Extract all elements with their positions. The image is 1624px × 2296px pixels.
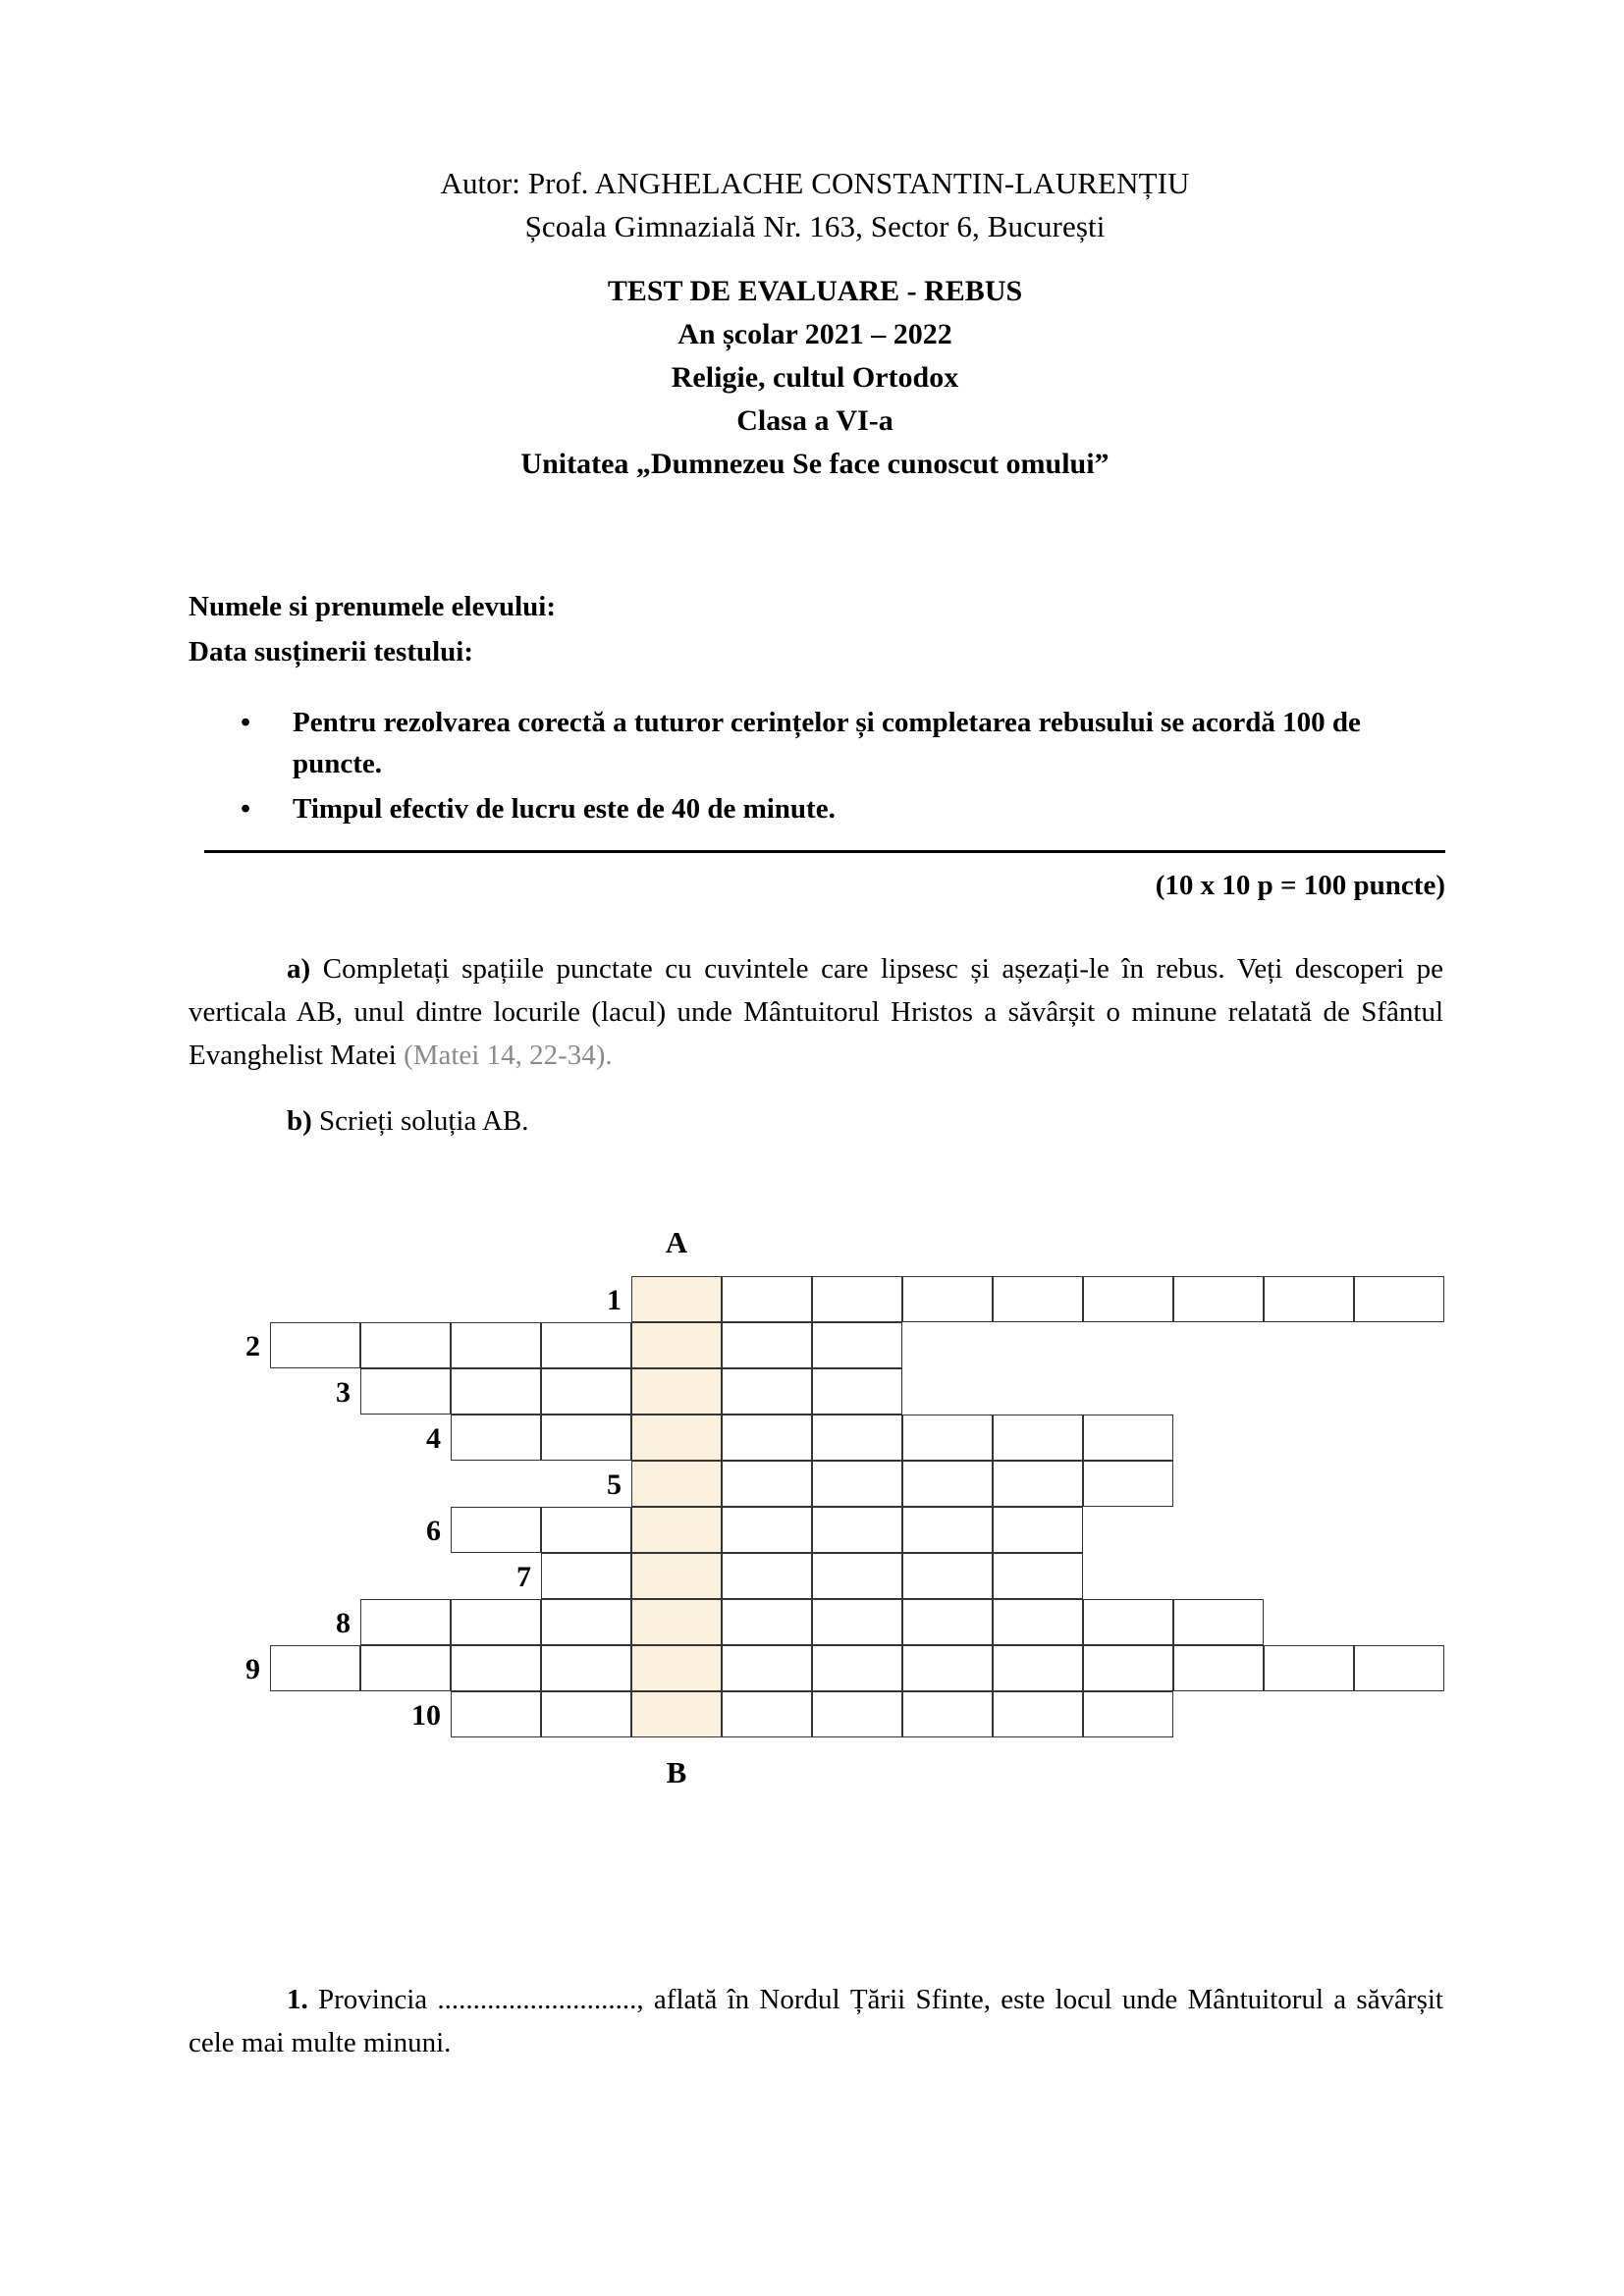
crossword-cell[interactable]	[1083, 1415, 1173, 1461]
row-number-9: 9	[245, 1653, 260, 1685]
document-header	[187, 162, 1443, 486]
row-number-5: 5	[607, 1468, 622, 1501]
crossword-cell[interactable]	[270, 1322, 360, 1368]
crossword-cell[interactable]	[1083, 1599, 1173, 1645]
crossword-cell[interactable]	[451, 1368, 541, 1415]
crossword-cell[interactable]	[631, 1691, 722, 1737]
horizontal-rule	[204, 850, 1445, 853]
crossword-cell[interactable]	[722, 1415, 812, 1461]
row-number-7: 7	[516, 1561, 531, 1593]
row-number-6: 6	[426, 1515, 441, 1547]
student-name-label: Numele si prenumele elevului:	[189, 591, 557, 622]
author-line: Autor: Prof. ANGHELACHE CONSTANTIN-LAURENȚIU	[440, 166, 1190, 200]
crossword-cell[interactable]	[1354, 1276, 1444, 1322]
list-item-text: Pentru rezolvarea corectă a tuturor cerințelor și completarea rebusului se acordă 100 de puncte.	[293, 707, 1361, 779]
crossword-cell[interactable]	[722, 1507, 812, 1553]
crossword-cell[interactable]	[541, 1322, 631, 1368]
row-number-1: 1	[607, 1284, 622, 1316]
crossword-cell[interactable]	[1083, 1691, 1173, 1737]
list-item	[226, 788, 1443, 829]
crossword-cell[interactable]	[360, 1322, 451, 1368]
crossword-cell[interactable]	[812, 1415, 902, 1461]
points-note: (10 x 10 p = 100 puncte)	[1155, 870, 1445, 901]
crossword-cell[interactable]	[1264, 1276, 1354, 1322]
crossword-cell[interactable]	[1083, 1645, 1173, 1691]
crossword-cell[interactable]	[812, 1691, 902, 1737]
unit-line: Unitatea „Dumnezeu Se face cunoscut omului”	[520, 448, 1110, 480]
crossword-cell[interactable]	[631, 1599, 722, 1645]
student-fields	[189, 584, 1445, 674]
header-spacer	[187, 248, 1443, 270]
instructions-list	[226, 702, 1443, 833]
subject-line: Religie, cultul Ortodox	[671, 361, 959, 394]
grade-line: Clasa a VI-a	[736, 404, 893, 437]
crossword-cell[interactable]	[902, 1553, 993, 1599]
crossword-cell[interactable]	[1083, 1276, 1173, 1322]
school-year: An școlar 2021 – 2022	[677, 318, 952, 350]
crossword-cell[interactable]	[902, 1507, 993, 1553]
crossword-cell[interactable]	[993, 1691, 1083, 1737]
crossword-cell[interactable]	[993, 1645, 1083, 1691]
task-a-text: Completați spațiile punctate cu cuvintele care lipsesc și așezați-le în rebus. Veți descoperi pe verticala AB, unul dintre locurile (lacul) unde Mântuitorul Hristos a săvârșit o minune relatată de Sfântul Evanghelist Matei	[189, 953, 1443, 1071]
crossword-cell[interactable]	[631, 1553, 722, 1599]
crossword-cell[interactable]	[993, 1599, 1083, 1645]
bullet-icon: •	[241, 793, 251, 825]
crossword-cell[interactable]	[360, 1599, 451, 1645]
vertical-axis-label-b: B	[666, 1755, 687, 1789]
crossword-cell[interactable]	[993, 1415, 1083, 1461]
crossword-cell[interactable]	[541, 1507, 631, 1553]
crossword-cell[interactable]	[270, 1645, 360, 1691]
crossword-cell[interactable]	[1083, 1461, 1173, 1507]
crossword-cell[interactable]	[993, 1507, 1083, 1553]
crossword-cell[interactable]	[631, 1368, 722, 1415]
task-a-label: a)	[287, 953, 311, 985]
bullet-icon: •	[241, 707, 251, 738]
crossword-cell[interactable]	[993, 1461, 1083, 1507]
crossword-cell[interactable]	[451, 1322, 541, 1368]
crossword-cell[interactable]	[812, 1645, 902, 1691]
crossword-cell[interactable]	[1173, 1645, 1264, 1691]
task-b-label: b)	[287, 1105, 312, 1137]
crossword-cell[interactable]	[541, 1645, 631, 1691]
crossword-cell[interactable]	[812, 1368, 902, 1415]
test-date-label: Data susținerii testului:	[189, 636, 473, 667]
crossword-cell[interactable]	[812, 1461, 902, 1507]
clue-text: Provincia ............................, aflată în Nordul Țării Sfinte, este locul unde Mântuitorul a săvârșit cele mai multe minuni.	[189, 1984, 1443, 2058]
crossword-cell[interactable]	[902, 1599, 993, 1645]
crossword-cell[interactable]	[722, 1322, 812, 1368]
crossword-cell[interactable]	[631, 1461, 722, 1507]
crossword-cell[interactable]	[722, 1276, 812, 1322]
crossword-cell[interactable]	[1173, 1276, 1264, 1322]
crossword-cell[interactable]	[722, 1461, 812, 1507]
crossword-cell[interactable]	[451, 1415, 541, 1461]
crossword-cell[interactable]	[902, 1415, 993, 1461]
list-item-text: Timpul efectiv de lucru este de 40 de minute.	[293, 793, 836, 825]
list-item	[226, 702, 1443, 784]
crossword-cell[interactable]	[1354, 1645, 1444, 1691]
crossword-cell[interactable]	[902, 1276, 993, 1322]
crossword-cell[interactable]	[631, 1415, 722, 1461]
crossword-cell[interactable]	[902, 1461, 993, 1507]
crossword-cell[interactable]	[722, 1645, 812, 1691]
crossword-cell[interactable]	[993, 1553, 1083, 1599]
row-number-2: 2	[245, 1330, 260, 1362]
crossword-cell[interactable]	[722, 1368, 812, 1415]
crossword-cell[interactable]	[722, 1691, 812, 1737]
crossword-cell[interactable]	[541, 1415, 631, 1461]
task-b-text: Scrieți soluția AB.	[311, 1105, 529, 1137]
crossword-cell[interactable]	[451, 1645, 541, 1691]
crossword-cell[interactable]	[631, 1322, 722, 1368]
bible-reference: (Matei 14, 22-34).	[404, 1040, 613, 1071]
crossword-cell[interactable]	[722, 1599, 812, 1645]
crossword-cell[interactable]	[631, 1276, 722, 1322]
vertical-axis-label-a: A	[665, 1225, 688, 1259]
crossword-cell[interactable]	[631, 1507, 722, 1553]
task-b-paragraph	[189, 1099, 1443, 1143]
crossword-cell[interactable]	[902, 1645, 993, 1691]
crossword-cell[interactable]	[1173, 1599, 1264, 1645]
crossword-cell[interactable]	[812, 1599, 902, 1645]
row-number-8: 8	[336, 1607, 351, 1639]
test-title: TEST DE EVALUARE - REBUS	[607, 275, 1023, 307]
crossword-cell[interactable]	[812, 1553, 902, 1599]
row-number-10: 10	[411, 1699, 441, 1732]
crossword-cell[interactable]	[541, 1368, 631, 1415]
crossword-cell[interactable]	[1264, 1645, 1354, 1691]
row-number-3: 3	[336, 1376, 351, 1409]
crossword-cell[interactable]	[541, 1553, 631, 1599]
crossword-cell[interactable]	[451, 1507, 541, 1553]
crossword-cell[interactable]	[541, 1691, 631, 1737]
crossword-cell[interactable]	[902, 1691, 993, 1737]
task-a-paragraph	[189, 947, 1443, 1077]
crossword-cell[interactable]	[360, 1645, 451, 1691]
crossword-cell[interactable]	[451, 1691, 541, 1737]
crossword-cell[interactable]	[631, 1645, 722, 1691]
crossword-cell[interactable]	[451, 1599, 541, 1645]
school-line: Școala Gimnazială Nr. 163, Sector 6, București	[524, 209, 1106, 243]
clue-item-1	[189, 1978, 1443, 2064]
crossword-cell[interactable]	[812, 1322, 902, 1368]
crossword-cell[interactable]	[360, 1368, 451, 1415]
crossword-cell[interactable]	[722, 1553, 812, 1599]
crossword-cell[interactable]	[993, 1276, 1083, 1322]
row-number-4: 4	[426, 1422, 441, 1455]
crossword-cell[interactable]	[812, 1276, 902, 1322]
clue-number: 1.	[287, 1984, 308, 2015]
crossword-cell[interactable]	[812, 1507, 902, 1553]
crossword-cell[interactable]	[541, 1599, 631, 1645]
